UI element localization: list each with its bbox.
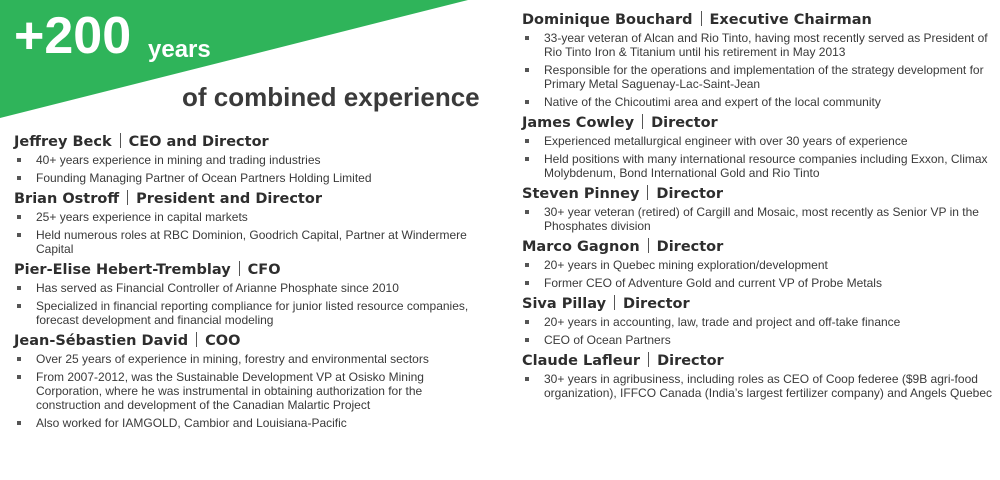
bullet-item xyxy=(522,315,992,329)
square-bullet-icon xyxy=(525,281,529,285)
person-heading xyxy=(522,113,992,133)
square-bullet-icon xyxy=(17,286,21,290)
square-bullet-icon xyxy=(17,233,21,237)
bullet-text: 20+ years in accounting, law, trade and project and off-take finance xyxy=(544,315,901,329)
person-heading xyxy=(14,189,474,209)
square-bullet-icon xyxy=(525,68,529,72)
square-bullet-icon xyxy=(525,338,529,342)
square-bullet-icon xyxy=(525,157,529,161)
bullet-item xyxy=(522,205,992,233)
title-separator xyxy=(701,11,702,26)
person-name: Dominique Bouchard xyxy=(522,12,693,28)
square-bullet-icon xyxy=(525,139,529,143)
bullet-list xyxy=(14,210,474,256)
bullet-item xyxy=(522,276,992,290)
title-separator xyxy=(196,332,197,347)
hero-subtitle: of combined experience xyxy=(182,82,480,112)
bullet-text: From 2007-2012, was the Sustainable Development VP at Osisko Mining Corporation, where he was instrumental in obtaining authorization for the construction and development of the Canadian Malartic Project xyxy=(36,370,424,412)
bullet-text: 30+ year veteran (retired) of Cargill and Mosaic, most recently as Senior VP in the Phosphates division xyxy=(544,205,979,233)
bullet-item xyxy=(522,95,992,109)
bullet-text: Also worked for IAMGOLD, Cambior and Louisiana-Pacific xyxy=(36,416,347,430)
bullet-list xyxy=(14,153,474,185)
bullet-text: Responsible for the operations and implementation of the strategy development for Primary Metal Saguenay-Lac-Saint-Jean xyxy=(544,63,984,91)
bullet-text: 33-year veteran of Alcan and Rio Tinto, having most recently served as President of Rio Tinto Iron & Titanium until his retirement in May 2013 xyxy=(544,31,988,59)
bullet-list xyxy=(522,372,992,400)
square-bullet-icon xyxy=(17,375,21,379)
person-heading xyxy=(14,132,474,152)
bullet-item xyxy=(522,333,992,347)
person-name: Claude Lafleur xyxy=(522,353,641,369)
bullet-text: 30+ years in agribusiness, including roles as CEO of Coop federee ($9B agri-food organization), IFFCO Canada (India’s largest fertilizer company) and Angels Quebec xyxy=(544,372,993,400)
bullet-text: Held numerous roles at RBC Dominion, Goodrich Capital, Partner at Windermere Capital xyxy=(36,228,467,256)
person-role: President and Director xyxy=(136,191,322,207)
person-entry xyxy=(522,113,992,180)
bullet-text: Experienced metallurgical engineer with over 30 years of experience xyxy=(544,134,908,148)
person-name: James Cowley xyxy=(522,115,635,131)
square-bullet-icon xyxy=(17,176,21,180)
bullet-item xyxy=(14,153,474,167)
hero-number: +200 xyxy=(14,7,132,65)
right-column xyxy=(522,10,992,404)
bullet-item xyxy=(522,258,992,272)
bullet-text: Specialized in financial reporting compliance for junior listed resource companies, forecast development and financial modeling xyxy=(36,299,469,327)
square-bullet-icon xyxy=(525,210,529,214)
person-name: Siva Pillay xyxy=(522,296,607,312)
bullet-item xyxy=(14,416,474,430)
person-role: Director xyxy=(656,186,724,202)
person-entry xyxy=(14,331,474,430)
bullet-list xyxy=(522,134,992,180)
person-heading xyxy=(522,351,992,371)
square-bullet-icon xyxy=(17,421,21,425)
square-bullet-icon xyxy=(17,158,21,162)
person-name: Marco Gagnon xyxy=(522,239,640,255)
square-bullet-icon xyxy=(525,36,529,40)
bullet-item xyxy=(14,171,474,185)
bullet-text: Has served as Financial Controller of Arianne Phosphate since 2010 xyxy=(36,281,399,295)
bullet-text: Over 25 years of experience in mining, forestry and environmental sectors xyxy=(36,352,429,366)
bullet-text: CEO of Ocean Partners xyxy=(544,333,671,347)
bullet-list xyxy=(522,205,992,233)
square-bullet-icon xyxy=(525,263,529,267)
title-separator xyxy=(648,238,649,253)
bullet-item xyxy=(522,134,992,148)
square-bullet-icon xyxy=(17,215,21,219)
title-separator xyxy=(642,114,643,129)
left-column xyxy=(14,132,474,434)
title-separator xyxy=(120,133,121,148)
person-entry xyxy=(522,294,992,347)
person-role: Executive Chairman xyxy=(709,12,872,28)
person-role: CFO xyxy=(247,262,281,278)
bullet-text: Held positions with many international resource companies including Exxon, Climax Molybdenum, Bond International Gold and Rio Tinto xyxy=(544,152,988,180)
person-name: Pier-Elise Hebert-Tremblay xyxy=(14,262,231,278)
person-entry xyxy=(14,260,474,327)
bullet-text: 20+ years in Quebec mining exploration/development xyxy=(544,258,828,272)
bullet-item xyxy=(522,152,992,180)
bullet-text: 25+ years experience in capital markets xyxy=(36,210,248,224)
person-name: Brian Ostroff xyxy=(14,191,120,207)
person-heading xyxy=(522,294,992,314)
person-heading xyxy=(14,260,474,280)
person-role: COO xyxy=(205,333,241,349)
hero-unit: years xyxy=(148,36,211,63)
person-heading xyxy=(14,331,474,351)
title-separator xyxy=(614,295,615,310)
person-entry xyxy=(522,237,992,290)
person-heading xyxy=(522,10,992,30)
square-bullet-icon xyxy=(525,377,529,381)
person-heading xyxy=(522,237,992,257)
bullet-item xyxy=(14,299,474,327)
bullet-item xyxy=(522,372,992,400)
bullet-item xyxy=(14,281,474,295)
bullet-text: 40+ years experience in mining and trading industries xyxy=(36,153,321,167)
bullet-list xyxy=(522,315,992,347)
person-role: Director xyxy=(651,115,718,131)
bullet-list xyxy=(14,352,474,430)
person-name: Jean-Sébastien David xyxy=(14,333,189,349)
bullet-list xyxy=(522,31,992,109)
bullet-list xyxy=(522,258,992,290)
person-role: Director xyxy=(657,353,724,369)
person-entry xyxy=(14,189,474,256)
person-entry xyxy=(522,10,992,109)
person-entry xyxy=(522,351,992,400)
title-separator xyxy=(647,185,648,200)
bullet-item xyxy=(522,63,992,91)
person-entry xyxy=(14,132,474,185)
person-role: Director xyxy=(623,296,690,312)
bullet-list xyxy=(14,281,474,327)
person-name: Jeffrey Beck xyxy=(14,134,112,150)
title-separator xyxy=(648,352,649,367)
person-entry xyxy=(522,184,992,233)
bullet-text: Founding Managing Partner of Ocean Partners Holding Limited xyxy=(36,171,372,185)
person-role: Director xyxy=(656,239,724,255)
person-role: CEO and Director xyxy=(128,134,269,150)
bullet-item xyxy=(14,210,474,224)
person-name: Steven Pinney xyxy=(522,186,640,202)
bullet-text: Former CEO of Adventure Gold and current VP of Probe Metals xyxy=(544,276,882,290)
title-separator xyxy=(127,190,128,205)
bullet-text: Native of the Chicoutimi area and expert of the local community xyxy=(544,95,881,109)
bullet-item xyxy=(14,352,474,366)
square-bullet-icon xyxy=(525,100,529,104)
person-heading xyxy=(522,184,992,204)
bullet-item xyxy=(14,228,474,256)
square-bullet-icon xyxy=(525,320,529,324)
title-separator xyxy=(239,261,240,276)
bullet-item xyxy=(522,31,992,59)
square-bullet-icon xyxy=(17,304,21,308)
bullet-item xyxy=(14,370,474,412)
square-bullet-icon xyxy=(17,357,21,361)
